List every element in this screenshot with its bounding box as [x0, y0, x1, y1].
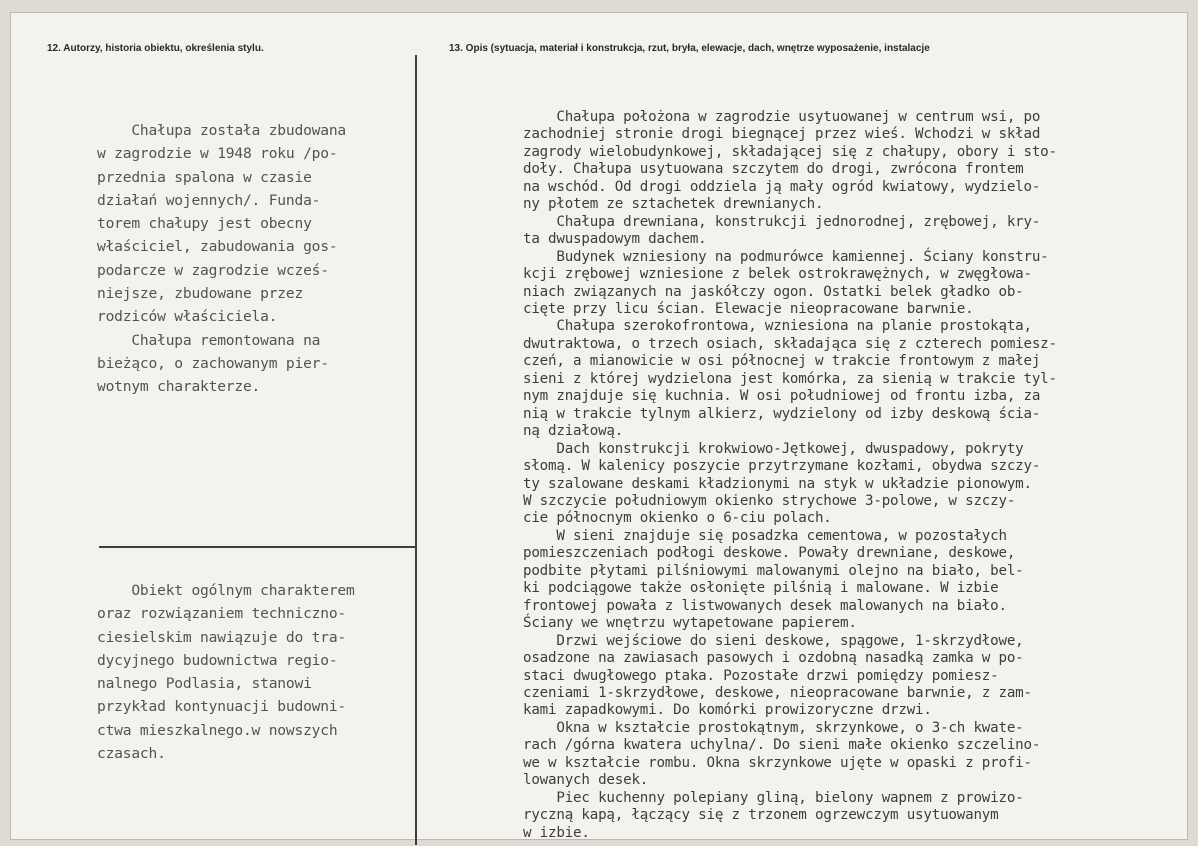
text-line: właściciel, zabudowania gos- [97, 238, 338, 256]
text-line: Chałupa drewniana, konstrukcji jednorodnej, zrębowej, kry- [523, 213, 1041, 230]
text-line: ty szalowane deskami kładzionymi na styk w układzie pionowym. [523, 475, 1032, 492]
text-line: oraz rozwiązaniem techniczno- [97, 605, 346, 623]
text-line: ki podciągowe także osłonięte pilśnią i malowane. W izbie [523, 580, 999, 597]
text-line: cie północnym okienko o 6-ciu polach. [523, 510, 832, 527]
text-line: Chałupa została zbudowana [97, 122, 346, 139]
text-line: ctwa mieszkalnego.w nowszych [97, 721, 338, 739]
section-12-heading: 12. Autorzy, historia obiektu, określenia stylu. [47, 43, 264, 54]
text-line: ta dwuspadowym dachem. [523, 231, 707, 248]
text-line: Piec kuchenny polepiany gliną, bielony wapnem z prowizo- [523, 789, 1024, 806]
text-line: W szczycie południowym okienko strychowe 3-polowe, w szczy- [523, 492, 1016, 509]
text-line: torem chałupy jest obecny [97, 215, 312, 233]
text-line: czeniami 1-skrzydłowe, deskowe, nieopracowane barwnie, z zam- [523, 684, 1032, 701]
text-line: przednia spalona w czasie [97, 168, 312, 186]
text-line: Budynek wzniesiony na podmurówce kamiennej. Ściany konstru- [523, 248, 1049, 265]
text-line: ciesielskim nawiązuje do tra- [97, 628, 346, 646]
text-line: cięte przy licu ścian. Elewacje nieopracowane barwnie. [523, 300, 974, 317]
text-line: na wschód. Od drogi oddziela ją mały ogród kwiatowy, wydzielo- [523, 178, 1041, 195]
text-line: słomą. W kalenicy poszycie przytrzymane kozłami, obydwa szczy- [523, 458, 1041, 475]
text-line: rodziców właściciela. [97, 308, 278, 326]
text-line: W sieni znajduje się posadzka cementowa, w pozostałych [523, 527, 1007, 544]
text-line: w zagrodzie w 1948 roku /po- [97, 145, 338, 163]
text-line: przykład kontynuacji budowni- [97, 698, 346, 716]
text-line: niejsze, zbudowane przez [97, 285, 304, 303]
text-line: sieni z której wydzielona jest komórka, za sienią w trakcie tyl- [523, 370, 1057, 387]
text-line: kami zapadkowymi. Do komórki prowizoryczne drzwi. [523, 702, 932, 719]
text-line: doły. Chałupa usytuowana szczytem do drogi, zwrócona frontem [523, 161, 1024, 178]
text-line: nią w trakcie tylnym alkierz, wydzielony od izby deskową ścia- [523, 405, 1041, 422]
text-line: działań wojennych/. Funda- [97, 191, 321, 209]
text-line: rach /górna kwatera uchylna/. Do sieni małe okienko szczelino- [523, 737, 1041, 754]
text-line: staci dwugłowego ptaka. Pozostałe drzwi pomiędzy pomiesz- [523, 667, 999, 684]
style-description-text [97, 579, 407, 765]
text-line: Chałupa remontowana na [97, 331, 321, 349]
section-13-heading: 13. Opis (sytuacja, materiał i konstrukcja, rzut, bryła, elewacje, dach, wnętrze wyposażenie, instalacje [449, 43, 930, 54]
text-line: Chałupa szerokofrontowa, wzniesiona na planie prostokąta, [523, 318, 1032, 335]
text-line: pomieszczeniach podłogi deskowe. Powały drewniane, deskowe, [523, 545, 1016, 562]
text-line: nym znajduje się kuchnia. W osi południowej od frontu izba, za [523, 388, 1041, 405]
text-line: osadzone na zawiasach pasowych i ozdobną nasadką zamka w po- [523, 650, 1024, 667]
text-line: w izbie. [523, 824, 590, 841]
building-description-text [523, 109, 1163, 842]
text-line: Chałupa położona w zagrodzie usytuowanej w centrum wsi, po [523, 109, 1041, 125]
text-line: dwutraktowa, o trzech osiach, składająca się z czterech pomiesz- [523, 335, 1057, 352]
text-line: ryczną kapą, łączący się z trzonem ogrzewczym usytuowanym [523, 807, 999, 824]
text-line: kcji zrębowej wzniesione z belek ostrokrawężnych, w zwęgłowa- [523, 266, 1032, 283]
section-divider [99, 546, 415, 548]
text-line: wotnym charakterze. [97, 378, 261, 396]
text-line: Dach konstrukcji krokwiowo-Jętkowej, dwuspadowy, pokryty [523, 440, 1024, 457]
text-line: czeń, a mianowicie w osi północnej w trakcie frontowym z małej [523, 353, 1041, 370]
text-line: ną działową. [523, 423, 624, 440]
text-line: we w kształcie rombu. Okna skrzynkowe ujęte w opaski z profi- [523, 754, 1032, 771]
text-line: bieżąco, o zachowanym pier- [97, 354, 329, 372]
authors-history-text [97, 119, 407, 399]
text-line: podarcze w zagrodzie wcześ- [97, 261, 329, 279]
text-line: czasach. [97, 745, 166, 763]
text-line: Obiekt ogólnym charakterem [97, 582, 355, 599]
text-line: niach związanych na jaskółczy ogon. Ostatki belek gładko ob- [523, 283, 1024, 300]
text-line: frontowej powała z listwowanych desek malowanych na biało. [523, 597, 1007, 614]
text-line: lowanych desek. [523, 772, 649, 789]
text-line: nalnego Podlasia, stanowi [97, 675, 312, 693]
text-line: podbite płytami pilśniowymi malowanymi olejno na biało, bel- [523, 562, 1024, 579]
text-line: dycyjnego budownictwa regio- [97, 651, 338, 669]
text-line: Drzwi wejściowe do sieni deskowe, spągowe, 1-skrzydłowe, [523, 632, 1024, 649]
text-line: Ściany we wnętrzu wytapetowane papierem. [523, 615, 857, 632]
text-line: ny płotem ze sztachetek drewnianych. [523, 196, 824, 213]
archival-record-card [10, 12, 1188, 840]
text-line: Okna w kształcie prostokątnym, skrzynkowe, o 3-ch kwate- [523, 719, 1024, 736]
text-line: zagrody wielobudynkowej, składającej się z chałupy, obory i sto- [523, 143, 1057, 160]
text-line: zachodniej stronie drogi biegnącej przez wieś. Wchodzi w skład [523, 126, 1041, 143]
column-divider [415, 55, 417, 845]
